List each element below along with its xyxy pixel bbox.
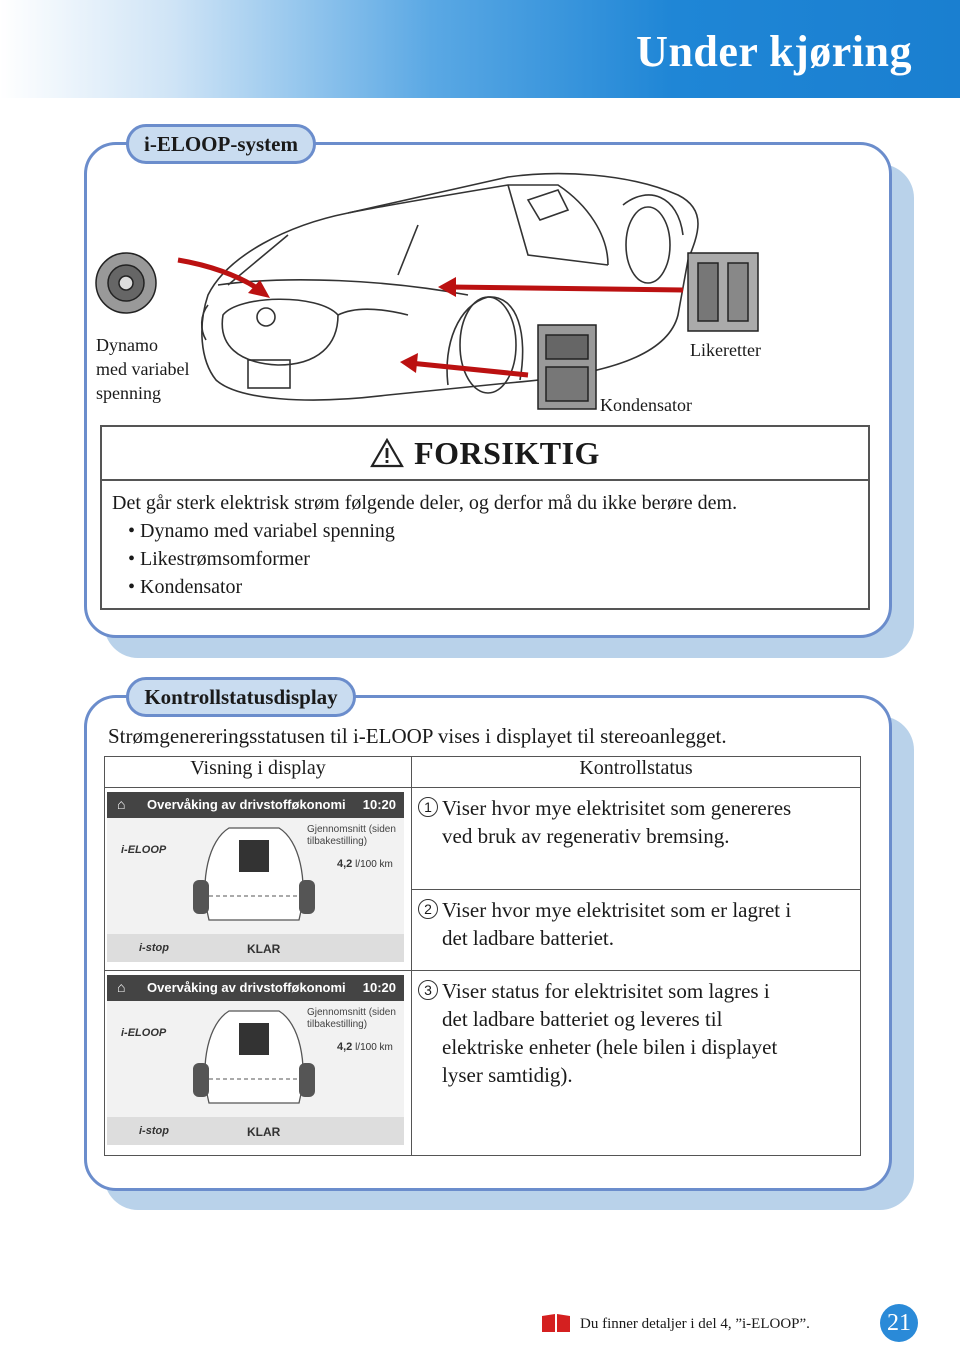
status-desc-1-line1: Viser hvor mye elektrisitet som genereres <box>442 796 792 820</box>
screen-time: 10:20 <box>362 797 396 812</box>
screen-title: Overvåking av drivstofføkonomi <box>147 980 346 995</box>
table-row <box>105 788 861 890</box>
car-topview-icon <box>189 1003 319 1115</box>
screen-eloop-label: i-ELOOP <box>121 1027 167 1039</box>
status-desc-1 <box>412 788 860 850</box>
table-row <box>105 971 861 1156</box>
page-number: 21 <box>880 1304 918 1342</box>
kondensator-image <box>538 325 596 409</box>
status-desc-2-line1: Viser hvor mye elektrisitet som er lagret i <box>442 897 792 922</box>
status-table <box>104 756 861 1156</box>
screen-topbar <box>107 975 404 1001</box>
section2-label: Kontrollstatusdisplay <box>126 677 356 717</box>
screen-bottombar <box>107 1117 404 1145</box>
home-icon: ⌂ <box>117 979 126 995</box>
status-desc-2-line2: det ladbare batteriet. <box>442 925 614 950</box>
dynamo-image <box>96 253 156 313</box>
screen-consumption-value: 4,2 <box>337 1041 353 1053</box>
number-badge: 1 <box>418 797 438 817</box>
screen-consumption-value: 4,2 <box>337 858 353 870</box>
home-icon: ⌂ <box>117 796 126 812</box>
status-cell <box>412 889 861 970</box>
number-badge: 2 <box>418 899 438 919</box>
screen-time: 10:20 <box>362 980 396 995</box>
caution-item: • Kondensator <box>128 576 243 598</box>
screen-consumption-unit: l/100 km <box>355 1042 393 1053</box>
screen-consumption <box>337 858 393 870</box>
car-illustration <box>88 165 878 420</box>
caution-item: • Dynamo med variabel spenning <box>128 520 395 542</box>
number-badge: 3 <box>418 980 438 1000</box>
warning-icon <box>370 438 404 468</box>
screen-average-line1: Gjennomsnitt (siden <box>307 824 396 835</box>
status-cell <box>412 788 861 890</box>
screen-average-line1: Gjennomsnitt (siden <box>307 1007 396 1018</box>
likeretter-label: Likeretter <box>690 340 761 360</box>
status-desc-2 <box>412 890 860 952</box>
caution-box <box>100 425 870 610</box>
likeretter-image <box>688 253 758 331</box>
page-header-bar <box>0 0 960 98</box>
table-header-row <box>105 757 861 788</box>
screen-consumption <box>337 1041 393 1053</box>
caution-header <box>102 427 868 481</box>
caution-title: FORSIKTIG <box>414 434 600 471</box>
screen-istop-label: i-stop <box>139 942 169 954</box>
status-desc-3-line2: det ladbare batteriet og leveres til <box>442 1007 723 1031</box>
display-cell <box>105 788 412 971</box>
dynamo-label-line3: spenning <box>96 383 161 403</box>
status-desc-3-line4: lyser samtidig). <box>442 1063 573 1087</box>
section2-intro: Strømgenereringsstatusen til i-ELOOP vises i displayet til stereoanlegget. <box>108 724 727 748</box>
screen-status: KLAR <box>247 1125 281 1139</box>
display-screen <box>107 792 404 962</box>
car-topview-icon <box>189 820 319 932</box>
screen-istop-label: i-stop <box>139 1125 169 1137</box>
page-title: Under kjøring <box>636 27 912 76</box>
screen-average-line2: tilbakestilling) <box>307 1019 368 1030</box>
status-cell <box>412 971 861 1156</box>
col-display-header: Visning i display <box>105 757 412 788</box>
screen-consumption-unit: l/100 km <box>355 859 393 870</box>
screen-bottombar <box>107 934 404 962</box>
display-cell <box>105 971 412 1156</box>
screen-average-line2: tilbakestilling) <box>307 836 368 847</box>
caution-intro: Det går sterk elektrisk strøm følgende deler, og derfor må du ikke berøre dem. <box>112 492 738 514</box>
screen-average <box>307 1007 401 1031</box>
caution-body <box>102 481 868 609</box>
status-desc-3-line1: Viser status for elektrisitet som lagres i <box>442 979 770 1003</box>
dynamo-label-line1: Dynamo <box>96 335 158 355</box>
kondensator-label: Kondensator <box>600 395 692 415</box>
footer-note: Du finner detaljer i del 4, ”i-ELOOP”. <box>580 1316 810 1332</box>
screen-average <box>307 824 401 848</box>
book-icon <box>540 1312 572 1334</box>
dynamo-label <box>96 333 189 405</box>
screen-status: KLAR <box>247 942 281 956</box>
section1-label: i-ELOOP-system <box>126 124 316 164</box>
screen-title: Overvåking av drivstofføkonomi <box>147 797 346 812</box>
col-status-header: Kontrollstatus <box>412 757 861 788</box>
status-desc-1-line2: ved bruk av regenerativ bremsing. <box>442 824 730 848</box>
caution-item: • Likestrømsomformer <box>128 548 310 570</box>
display-screen <box>107 975 404 1145</box>
screen-eloop-label: i-ELOOP <box>121 844 167 856</box>
status-desc-3 <box>412 971 860 1089</box>
screen-topbar <box>107 792 404 818</box>
dynamo-label-line2: med variabel <box>96 359 190 379</box>
status-desc-3-line3: elektriske enheter (hele bilen i displayet <box>442 1035 778 1059</box>
